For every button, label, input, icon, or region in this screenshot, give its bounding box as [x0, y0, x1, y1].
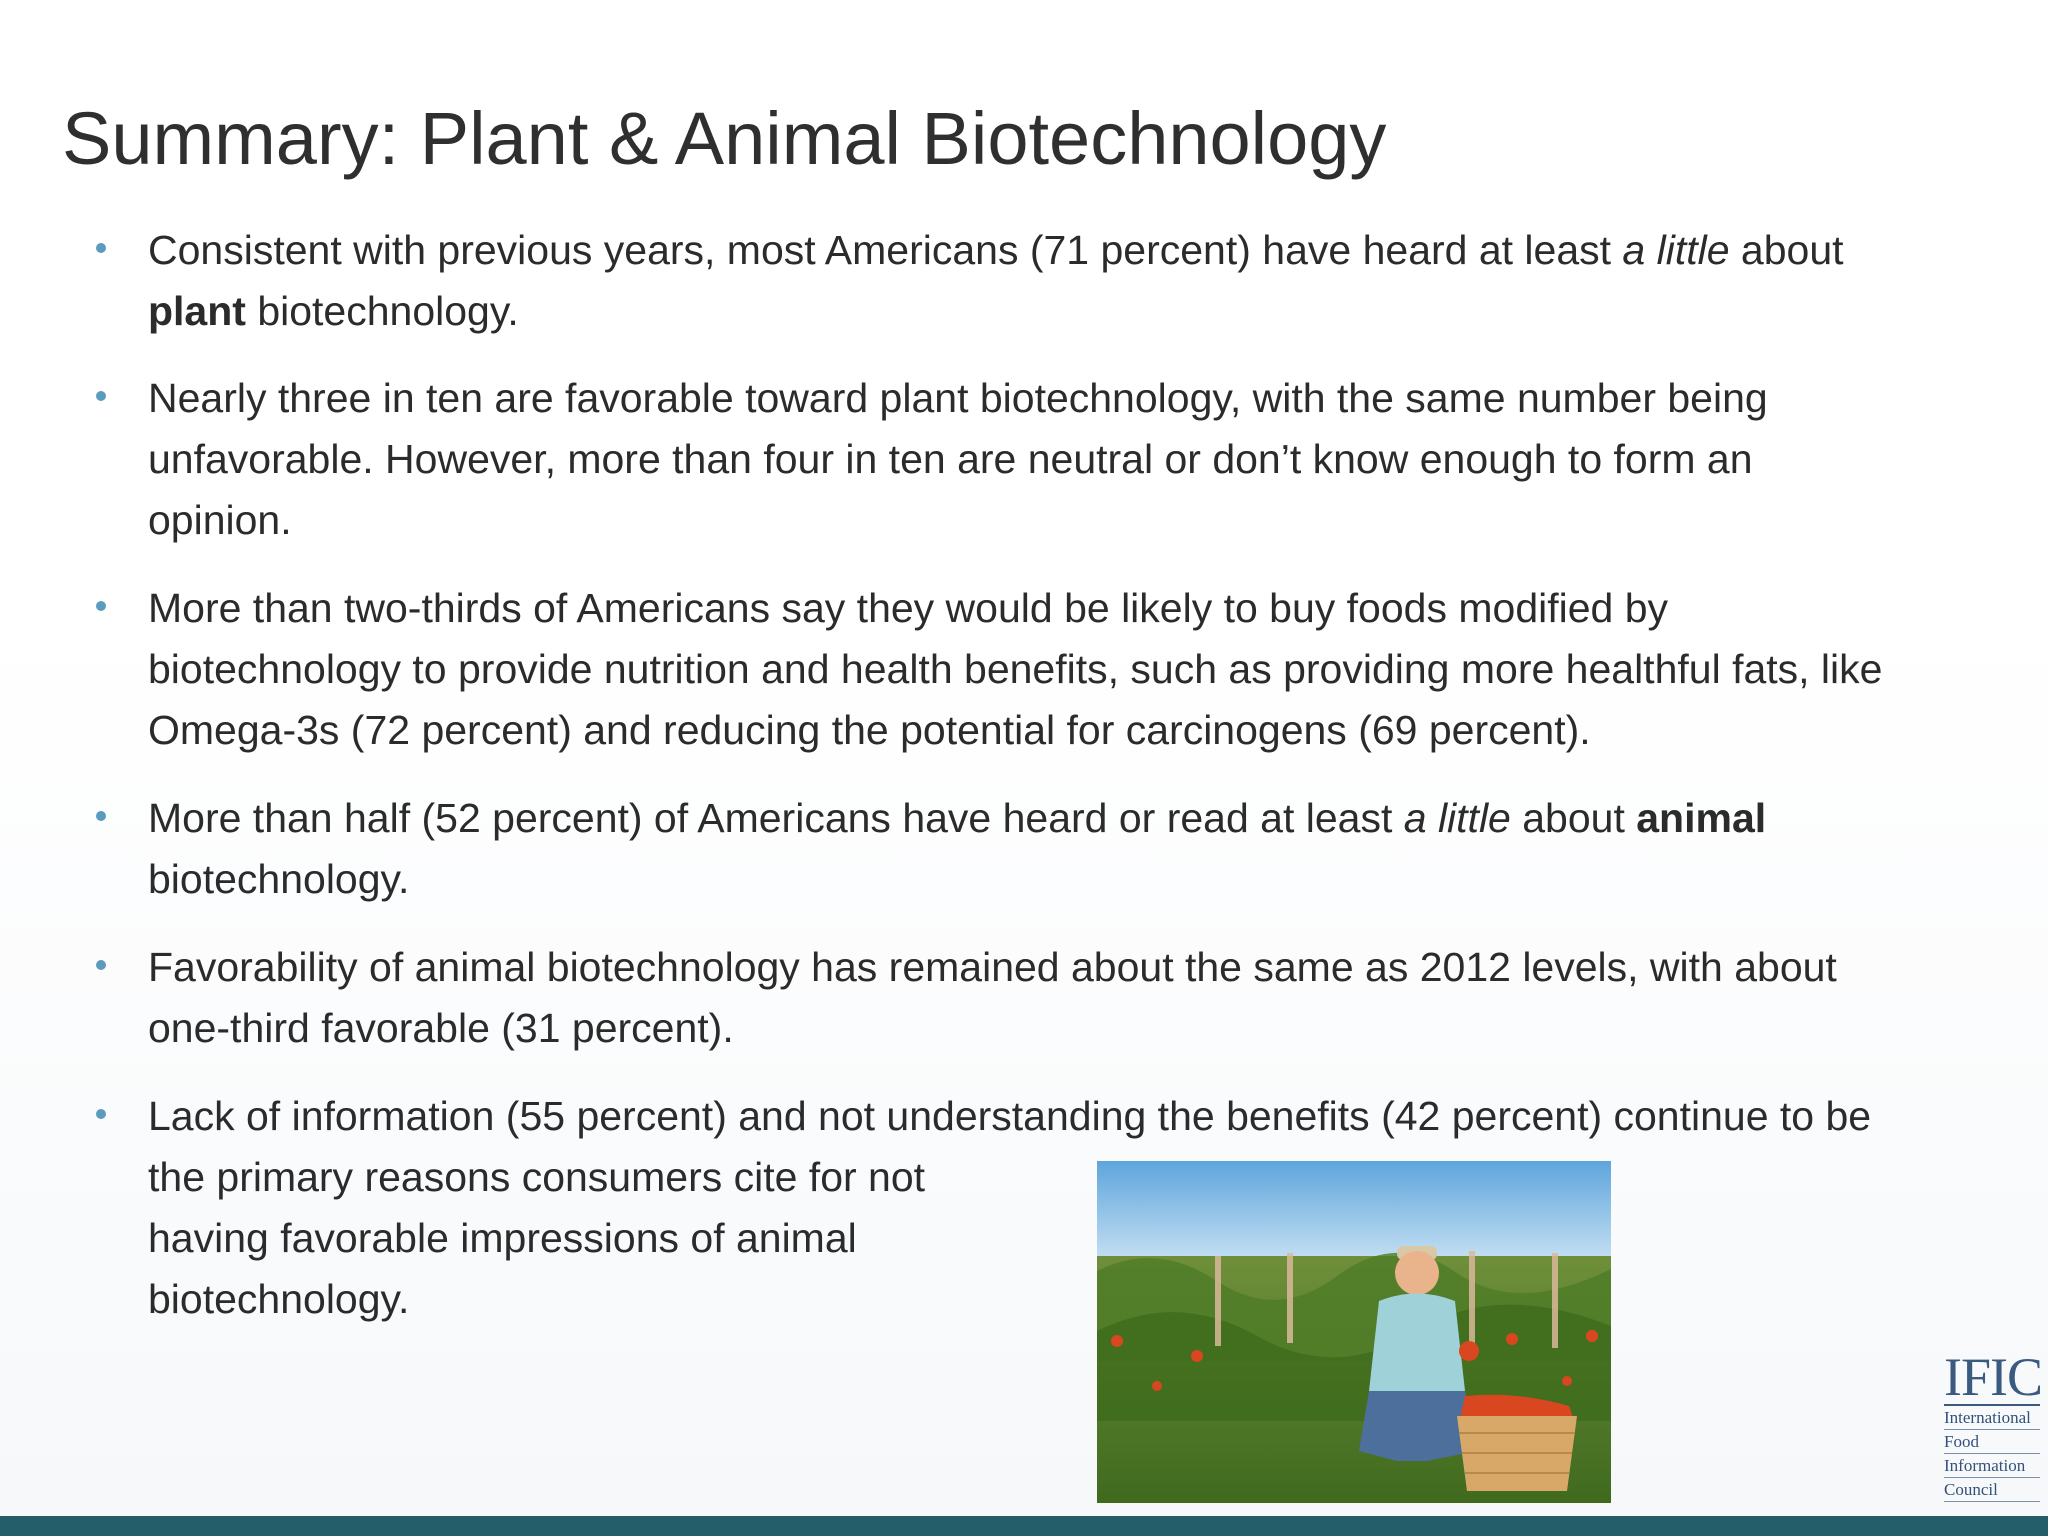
text-run: biotechnology.: [245, 288, 519, 334]
bullet-5-line-1: Favorability of animal biotechnology has remained about the same as 2012 levels, with about: [148, 944, 1837, 990]
bullet-marker: [96, 960, 106, 970]
bullet-6-line-4: biotechnology.: [148, 1276, 410, 1322]
bullet-1-line-2: [148, 281, 519, 342]
text-run: about: [1510, 795, 1637, 841]
bullet-marker: [96, 601, 106, 611]
bold-text: animal: [1636, 795, 1767, 841]
bullet-5-line-2: one-third favorable (31 percent).: [148, 1005, 734, 1051]
bold-text: plant: [148, 288, 246, 334]
bullet-6-line-3: having favorable impressions of animal: [148, 1215, 857, 1261]
logo-mark: IFIC: [1944, 1347, 2043, 1407]
logo-line: Food: [1944, 1430, 2040, 1454]
bullet-marker: [96, 243, 106, 253]
slide-title: Summary: Plant & Animal Biotechnology: [62, 97, 1387, 180]
bullet-6-line-1: Lack of information (55 percent) and not understanding the benefits (42 percent) continue to be: [148, 1093, 1872, 1139]
logo-line: Information: [1944, 1454, 2040, 1478]
bullet-6-line-2: the primary reasons consumers cite for not: [148, 1154, 926, 1200]
bullet-2-line-3: opinion.: [148, 497, 292, 543]
bullet-1-line-1: [148, 220, 1844, 281]
bullet-marker: [96, 811, 106, 821]
text-run: More than half (52 percent) of Americans have heard or read at least: [148, 795, 1404, 841]
bullet-marker: [96, 391, 106, 401]
logo-line: Council: [1944, 1478, 2040, 1502]
bullet-3-line-3: Omega-3s (72 percent) and reducing the potential for carcinogens (69 percent).: [148, 707, 1591, 753]
bullet-2-line-2: unfavorable. However, more than four in ten are neutral or don’t know enough to form an: [148, 436, 1753, 482]
bullet-3-line-1: More than two-thirds of Americans say they would be likely to buy foods modified by: [148, 585, 1669, 631]
bullet-marker: [96, 1109, 106, 1119]
emphasis-text: a little: [1403, 795, 1511, 841]
text-run: Consistent with previous years, most Americans (71 percent) have heard at least: [148, 227, 1623, 273]
bullet-3-line-2: biotechnology to provide nutrition and health benefits, such as providing more healthful fats, like: [148, 646, 1883, 692]
text-run: about: [1729, 227, 1844, 273]
bullet-4-line-2: biotechnology.: [148, 856, 410, 902]
photo-illustration: [1097, 1161, 1611, 1503]
logo-line: International: [1944, 1406, 2040, 1430]
farmer-with-tomatoes-photo: [1097, 1161, 1611, 1503]
bullet-4-line-1: [148, 788, 1766, 849]
ific-logo: [1944, 1347, 2043, 1506]
emphasis-text: a little: [1622, 227, 1730, 273]
bullet-2-line-1: Nearly three in ten are favorable toward plant biotechnology, with the same number being: [148, 375, 1768, 421]
footer-bar: [0, 1516, 2048, 1536]
